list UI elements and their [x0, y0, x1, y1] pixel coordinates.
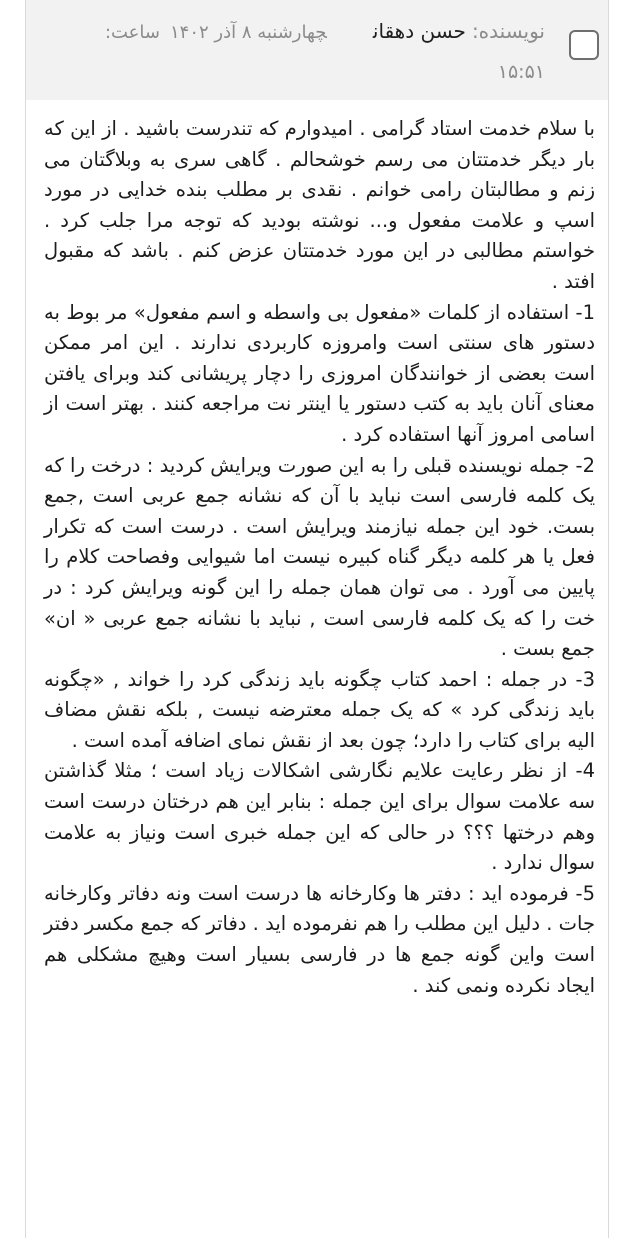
comment-meta	[25, 14, 545, 50]
author-label: نویسنده:	[471, 19, 545, 43]
comment-paragraph: 4- از نظر رعایت علایم نگارشی اشکالات زیاد است ؛ مثلا گذاشتن سه علامت سوال برای این جمله : بنابر این هم درختان درست است وهم درختها ؟؟؟ در حالی که این جمله خبری است ونیاز به علامت سوال ندارد .	[44, 759, 595, 875]
comment-paragraph: 5- فرموده اید : دفتر ها وکارخانه ها درست است ونه دفاتر وکارخانه جات . دلیل این مطلب را هم نفرموده اید . دفاتر که جمع مکسر دفتر است واین گونه جمع ها در فارسی بسیار است وهیچ مشکلی هم ایجاد نکرده ونمی کند .	[44, 881, 595, 997]
post-time-label: ساعت:	[104, 22, 160, 43]
post-date: چهارشنبه ۸ آذر ۱۴۰۲	[169, 22, 327, 43]
comment-card	[25, 0, 609, 1238]
comment-paragraph: 2- جمله نویسنده قبلی را به این صورت ویرایش کردید : درخت را که یک کلمه فارسی است نباید با آن که نشانه جمع عربی است ,جمع بست. خود این جمله نیازمند ویرایش است . درست است که تکرار فعل یا هر کلمه دیگر گناه کبیره نیست اما شیوایی وفصاحت کلام را پایین می آورد . می توان همان جمله را این گونه ویرایش کرد : در خت را که یک کلمه فارسی است , نباید با نشانه جمع عربی « ان» جمع بست .	[44, 453, 595, 661]
comment-paragraph: با سلام خدمت استاد گرامی . امیدوارم که تندرست باشید . از این که بار دیگر خدمتتان می رسم خوشحالم . گاهی سری به وبلاگتان می زنم و مطالبتان رامی خوانم . نقدی بر مطلب بنده خدایی در مورد اسپ و علامت مفعول و... نوشته بودید که توجه مرا جلب کرد . خواستم مطالبی در این مورد خدمتتان عزض کنم . باشد که مقبول افتد .	[44, 117, 595, 293]
author-name[interactable]: حسن دهقان	[372, 19, 466, 43]
comment-header	[26, 0, 608, 100]
comment-select-checkbox[interactable]	[569, 30, 599, 60]
comment-body	[44, 114, 595, 1001]
comment-paragraph: 1- استفاده از کلمات «مفعول بی واسطه و اسم مفعول» مر بوط به دستور های سنتی است وامروزه کاربردی ندارند . این امر ممکن است بعضی از خوانندگان امروزی را دچار پریشانی کند وبرای یافتن معنای آنان باید به کتب دستور یا اینتر نت مراجعه کنند . بهتر است از اسامی امروز آنها استفاده کرد .	[44, 300, 595, 446]
comment-paragraph: 3- در جمله : احمد کتاب چگونه باید زندگی کرد را خواند , «چگونه باید زندگی کرد » که یک جمله معترضه نیست , بلکه نقش مضاف الیه برای کتاب را دارد؛ چون بعد از نقش نمای اضافه آمده است .	[44, 667, 595, 752]
post-time: ۱۵:۵۱	[497, 61, 545, 83]
